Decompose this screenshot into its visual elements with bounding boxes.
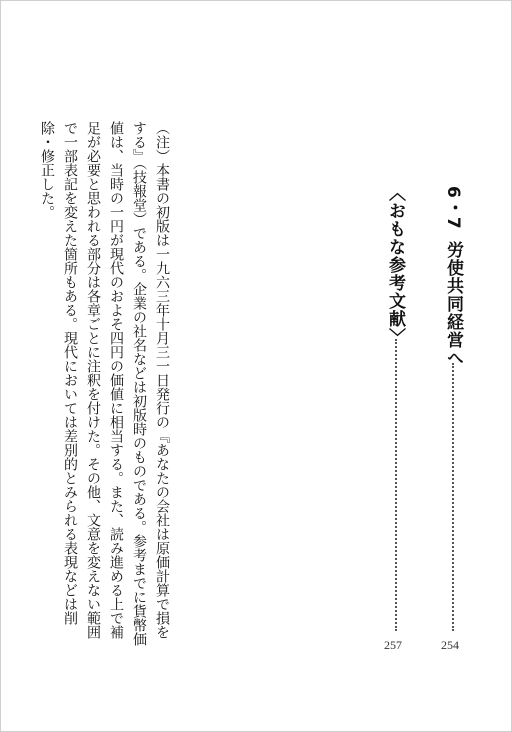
toc-leader-dots	[452, 363, 454, 631]
toc-entry-number: 6・7	[443, 186, 463, 230]
toc-entry-title: 労使共同経営へ	[443, 241, 463, 367]
toc-leader-dots	[395, 339, 397, 631]
edition-note	[35, 121, 173, 651]
edition-note-text: （注）本書の初版は一九六三年十月三一日発行の『あなたの会社は原価計算で損をする』（技報堂）である。企業の社名などは初版時のものである。参考までに貨幣価値は、当時の一円が現代のおよそ四円の価値に相当する。また、読み進める上で補足が必要と思われる部分は各章ごとに注釈を付けた。その他、文意を変えない範囲で一部表記を変えた箇所もある。現代においては差別的とみられる表現などは削除・修正した。	[39, 121, 170, 646]
toc-entry-title: 〈おもな参考文献〉	[385, 184, 405, 346]
toc-page-number: 254	[441, 638, 459, 652]
toc-page-number: 257	[384, 638, 402, 652]
